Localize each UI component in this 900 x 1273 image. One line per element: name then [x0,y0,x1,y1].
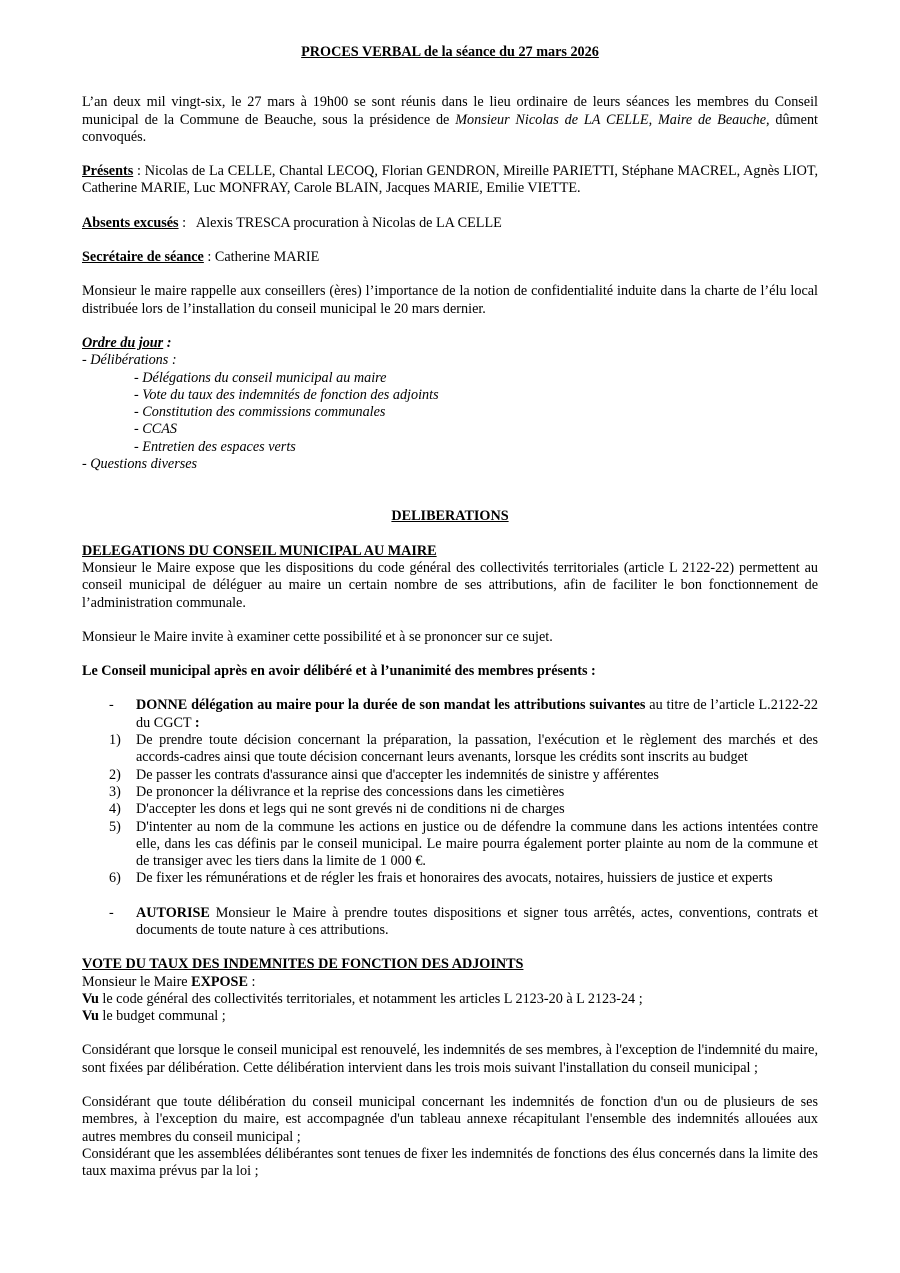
list-item-text: De prononcer la délivrance et la reprise des concessions dans les cimetières [136,783,565,800]
list-marker: 4) [109,801,121,818]
ordre-du-jour-title [82,335,818,352]
vu-bold: Vu [82,1008,99,1025]
list-marker: - [109,904,114,921]
list-item-text: D'intenter au nom de la commune les actions en justice ou de défendre la commune dans les actions intentées contre elle, dans les cas définis par le conseil municipal. Le maire pourra également porter plainte au nom de la commune et de transiger avec les tiers dans la limite de 1 000 €. [136,818,818,870]
ordre-item: - CCAS [134,421,177,438]
presents-list: : Nicolas de La CELLE, Chantal LECOQ, Florian GENDRON, Mireille PARIETTI, Stéphane MACREL, Agnès LIOT, Catherine MARIE, Luc MONFRAY, Carole BLAIN, Jacques MARIE, Emilie VIETTE. [82,163,818,197]
intro-text-end: , dûment convoqués. [82,111,818,145]
list-item [82,784,818,801]
list-item [82,801,818,818]
vote-expose [82,974,818,991]
list-item-text: De fixer les rémunérations et de régler les frais et honoraires des avocats, notaires, huissiers de justice et experts [136,870,773,887]
vote-vu-2 [82,1008,818,1025]
vu-text: le budget communal ; [98,1008,226,1025]
list-item-text: De passer les contrats d'assurance ainsi que d'accepter les indemnités de sinistre y afférentes [136,766,659,783]
intro-paragraph [82,94,818,146]
document-page [82,44,818,1181]
list-marker: 2) [109,766,121,783]
absents-text: : Alexis TRESCA procuration à Nicolas de LA CELLE [178,214,502,231]
autorise-item [82,905,818,940]
expose-suffix: : [247,973,256,990]
list-marker: 5) [109,818,121,835]
autorise-text [136,905,818,940]
intro-president: Monsieur Nicolas de LA CELLE, Maire de Beauche [455,111,767,128]
list-item [82,767,818,784]
secretaire-text: : Catherine MARIE [203,249,320,266]
donne-text [136,697,818,732]
expose-prefix: Monsieur le Maire [82,973,192,990]
expose-bold: EXPOSE [191,973,248,990]
vote-considerant-2: Considérant que toute délibération du conseil municipal concernant les indemnités de fonction d'un ou de plusieurs de ses membres, à l'exception du maire, est accompagnée d'un tableau annexe récapitulant l'ensemble des indemnités allouées aux autres membres du conseil municipal ; [82,1094,818,1145]
deliberations-heading: DELIBERATIONS [391,508,509,525]
list-item [82,732,818,767]
ordre-title-colon: : [163,334,172,351]
ordre-item: - Constitution des commissions communales [134,404,386,421]
list-item [82,870,818,887]
delegations-heading: DELEGATIONS DU CONSEIL MUNICIPAL AU MAIRE [82,542,437,559]
ordre-item: - Entretien des espaces verts [134,438,296,455]
donne-item [82,697,818,732]
ordre-title-text: Ordre du jour [82,334,164,351]
delegations-decision: Le Conseil municipal après en avoir délibéré et à l’unanimité des membres présents : [82,663,596,680]
presents-label: Présents [82,163,134,180]
list-item-text: D'accepter les dons et legs qui ne sont grevés ni de conditions ni de charges [136,801,565,818]
delegations-paragraph: Monsieur le Maire expose que les dispositions du code général des collectivités territoriales (article L 2122-22) permettent au conseil municipal de déléguer au maire un certain nombre de ses attributions, afin de faciliter le bon fonctionnement de l’administration communale. [82,559,818,611]
vote-considerant-1: Considérant que lorsque le conseil municipal est renouvelé, les indemnités de ses membres, à l'exception de l'indemnité du maire, sont fixées par délibération. Cette délibération intervient dans les trois mois suivant l'installation du conseil municipal ; [82,1042,818,1076]
donne-rest: au titre de l’article L.2122-22 du CGCT [136,697,818,731]
delegations-paragraph-invite: Monsieur le Maire invite à examiner cette possibilité et à se prononcer sur ce sujet. [82,628,553,645]
vu-text: le code général des collectivités territoriales, et notamment les articles L 2123-20 à L 2123-24 ; [98,990,643,1007]
list-item [82,819,818,871]
ordre-deliberations-label: - Délibérations : [82,352,177,369]
ordre-item: - Vote du taux des indemnités de fonction des adjoints [134,386,439,403]
vu-bold: Vu [82,990,99,1007]
list-marker: 6) [109,870,121,887]
donne-colon: : [194,714,200,731]
secretaire-label: Secrétaire de séance [82,249,204,266]
ordre-item: - Délégations du conseil municipal au maire [134,369,387,386]
absents-label: Absents excusés [82,214,179,231]
donne-bold: DONNE délégation au maire pour la durée de son mandat les attributions suivantes [136,697,646,714]
ordre-questions-diverses: - Questions diverses [82,456,198,473]
autorise-bold: AUTORISE [136,904,210,921]
intro-text: L’an deux mil vingt-six, le 27 mars à 19h00 se sont réunis dans le lieu ordinaire de leurs séances les membres du Conseil municipal de la Commune de Beauche, sous la présidence de [82,94,818,128]
vote-heading: VOTE DU TAUX DES INDEMNITES DE FONCTION DES ADJOINTS [82,956,524,973]
rappel-paragraph: Monsieur le maire rappelle aux conseillers (ères) l’importance de la notion de confidentialité induite dans la charte de l’élu local distribuée lors de l’installation du conseil municipal le 20 mars dernier. [82,283,818,317]
secretaire-paragraph [82,249,818,266]
vote-considerant-3: Considérant que les assemblées délibérantes sont tenues de fixer les indemnités de fonctions des élus concernés dans la limite des taux maxima prévus par la loi ; [82,1145,818,1180]
page-title: PROCES VERBAL de la séance du 27 mars 2026 [301,44,599,60]
presents-paragraph [82,163,818,198]
vote-vu-1 [82,991,818,1008]
list-marker: 3) [109,783,121,800]
absents-paragraph [82,215,818,232]
list-marker: - [109,697,114,714]
list-item-text: De prendre toute décision concernant la préparation, la passation, l'exécution et le règlement des marchés et des accords-cadres ainsi que toute décision concernant leurs avenants, lorsque les crédits sont inscrits au budget [136,732,818,766]
autorise-rest: Monsieur le Maire à prendre toutes dispositions et signer tous arrêtés, actes, conventions, contrats et documents de toute nature à ces attributions. [136,904,818,938]
list-marker: 1) [109,732,121,749]
